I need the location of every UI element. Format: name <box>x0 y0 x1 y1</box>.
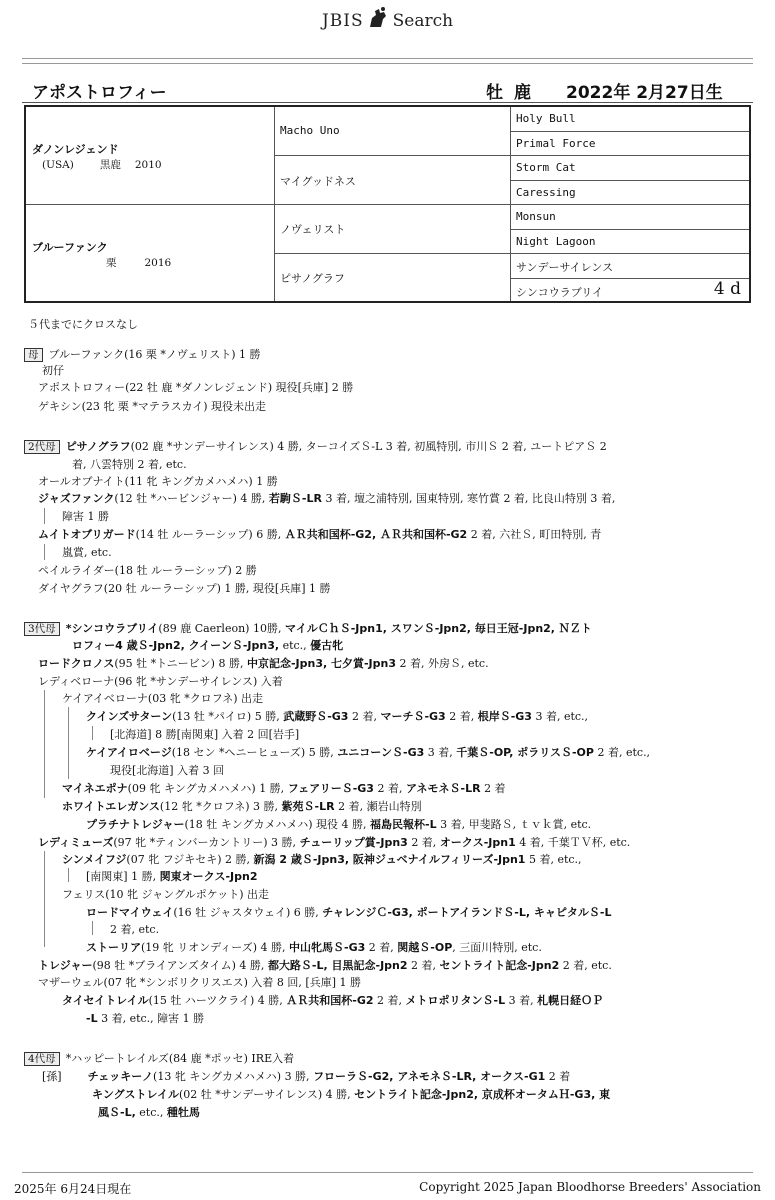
family-number-tag: 4 d <box>713 279 741 299</box>
text-continuation: [南関東] 1 勝, 関東オークス-Jpn2 <box>86 870 258 883</box>
sire-info: (USA) 黒鹿 2010 <box>42 159 162 171</box>
footer-date: 2025年 6月24日現在 <box>14 1182 132 1196</box>
tree-line <box>92 726 93 740</box>
footer-rule <box>22 1172 753 1173</box>
g3-ancestor[interactable]: Primal Force <box>516 137 596 150</box>
second-dam-tag: 2代母 <box>24 440 60 454</box>
horse-birth: 2022年 2月27日生 <box>566 83 723 103</box>
offspring-line[interactable]: ロードマイウェイ(16 牡 ジャスタウェイ) 6 勝, チャレンジＣ-G3, ポートアイランドＳ-L, キャピタルＳ-L <box>86 906 612 919</box>
title-rule <box>22 102 753 103</box>
jbis-search-logo[interactable] <box>0 6 775 31</box>
sire-cell[interactable] <box>32 141 162 172</box>
horse-rider-icon <box>367 6 389 28</box>
offspring-line[interactable]: ペイルライダー(18 牡 ルーラーシップ) 2 勝 <box>38 564 257 577</box>
g3-ancestor[interactable]: サンデーサイレンス <box>516 261 614 274</box>
offspring-line[interactable]: シンメイフジ(07 牝 フジキセキ) 2 勝, 新潟 2 歳Ｓ-Jpn3, 阪神ジュベナイルフィリーズ-Jpn1 5 着, etc., <box>62 853 582 866</box>
text-continuation: ロフィー4 歳Ｓ-Jpn2, クイーンＳ-Jpn3, etc., 優古牝 <box>72 639 344 652</box>
offspring-line[interactable]: ロードクロノス(95 牡 *トニービン) 8 勝, 中京記念-Jpn3, 七夕賞-Jpn3 2 着, 外房Ｓ, etc. <box>38 657 489 670</box>
g3-ancestor[interactable]: Holy Bull <box>516 112 576 125</box>
horse-sex: 牡 <box>486 83 503 103</box>
second-dam-name: ピサノグラフ <box>65 440 131 453</box>
offspring-line[interactable]: ムイトオブリガード(14 牡 ルーラーシップ) 6 勝, ＡＲ共和国杯-G2, ＡＲ共和国杯-G2 2 着, 六社Ｓ, 町田特別, 青 <box>38 528 602 541</box>
fourth-dam-tag: 4代母 <box>24 1052 60 1066</box>
tree-line <box>44 508 45 524</box>
offspring-line[interactable]: ダイヤグラフ(20 牡 ルーラーシップ) 1 勝, 現役[兵庫] 1 勝 <box>38 582 331 595</box>
sire-dam[interactable]: マイグッドネス <box>280 175 356 188</box>
dam-cell[interactable] <box>32 239 171 270</box>
text-continuation: 嵐賞, etc. <box>62 546 112 559</box>
text-continuation: 現役[北海道] 入着 3 回 <box>110 764 225 777</box>
text-continuation: 風Ｓ-L, etc., 種牡馬 <box>98 1106 200 1119</box>
horse-color: 鹿 <box>514 83 531 103</box>
dam-sire[interactable]: ノヴェリスト <box>280 223 346 236</box>
header-rule <box>22 63 753 64</box>
dam-dam[interactable]: ピサノグラフ <box>280 272 345 285</box>
text-continuation: 着, 八雲特別 2 着, etc. <box>72 458 187 471</box>
tree-line <box>44 544 45 560</box>
tree-line <box>44 690 45 798</box>
tree-line <box>68 707 69 779</box>
offspring-line[interactable]: ホワイトエレガンス(12 牝 *クロフネ) 3 勝, 紫苑Ｓ-LR 2 着, 瀬岩山特別 <box>62 800 422 813</box>
tree-line <box>68 868 69 882</box>
dam-tag: 母 <box>24 348 43 362</box>
dam-note: 初仔 <box>42 364 64 377</box>
text-continuation: -L 3 着, etc., 障害 1 勝 <box>86 1012 205 1025</box>
tree-line <box>44 851 45 947</box>
text-continuation: 2 着, etc. <box>110 923 160 936</box>
offspring-line[interactable]: クインズサターン(13 牡 *パイロ) 5 勝, 武蔵野Ｓ-G3 2 着, マーチＳ-G3 2 着, 根岸Ｓ-G3 3 着, etc., <box>86 710 589 723</box>
dam-line: 母 ブルーファンク(16 栗 *ノヴェリスト) 1 勝 <box>24 348 260 362</box>
second-dam-line: 2代母 ピサノグラフ(02 鹿 *サンデーサイレンス) 4 勝, ターコイズＳ-L 3 着, 初風特別, 市川Ｓ 2 着, ユートピアＳ 2 <box>24 440 607 454</box>
offspring-line[interactable]: ストーリア(19 牝 リオンディーズ) 4 勝, 中山牝馬Ｓ-G3 2 着, 関越Ｓ-OP, 三面川特別, etc. <box>86 941 542 954</box>
logo-jbis-text: JBIS <box>321 11 364 31</box>
dam-info: 栗 2016 <box>106 257 172 269</box>
text-continuation: [北海道] 8 勝[南関東] 入着 2 回[岩手] <box>110 728 300 741</box>
offspring-line[interactable]: ケイアイベローナ(03 牝 *クロフネ) 出走 <box>62 692 264 705</box>
offspring-line[interactable]: プラチナトレジャー(18 牡 キングカメハメハ) 現役 4 勝, 福島民報杯-L 3 着, 甲斐路Ｓ, ｔｖｋ賞, etc. <box>86 818 592 831</box>
g3-ancestor[interactable]: Storm Cat <box>516 161 576 174</box>
g3-ancestor[interactable]: Caressing <box>516 186 576 199</box>
offspring-line[interactable]: オールオブナイト(11 牝 キングカメハメハ) 1 勝 <box>38 475 278 488</box>
g3-ancestor[interactable]: シンコウラブリイ <box>516 286 603 299</box>
third-dam-line: 3代母 *シンコウラブリイ(89 鹿 Caerleon) 10勝, マイルＣｈＳ-Jpn1, スワンＳ-Jpn2, 毎日王冠-Jpn2, ＮＺト <box>24 622 592 636</box>
offspring-line[interactable]: レディミューズ(97 牝 *ティンバーカントリー) 3 勝, チューリップ賞-Jpn3 2 着, オークス-Jpn1 4 着, 千葉ＴＶ杯, etc. <box>38 836 631 849</box>
logo-search-text: Search <box>392 11 454 31</box>
fourth-dam-line: 4代母 *ハッピートレイルズ(84 鹿 *ポッセ) IRE入着 <box>24 1052 294 1066</box>
pedigree-table <box>24 105 751 303</box>
offspring-line[interactable]: [孫] チェッキーノ(13 牝 キングカメハメハ) 3 勝, フローラＳ-G2, アネモネＳ-LR, オークス-G1 2 着 <box>42 1070 571 1083</box>
sire-sire[interactable]: Macho Uno <box>280 124 340 137</box>
footer-copyright: Copyright 2025 Japan Bloodhorse Breeders' Association <box>419 1180 761 1194</box>
offspring-line[interactable]: キングストレイル(02 牡 *サンデーサイレンス) 4 勝, セントライト記念-Jpn2, 京成杯オータムＨ-G3, 東 <box>92 1088 611 1101</box>
third-dam-tag: 3代母 <box>24 622 60 636</box>
sire-name[interactable]: ダノンレジェンド <box>32 143 119 156</box>
cross-note: ５代までにクロスなし <box>28 318 138 331</box>
offspring-line[interactable]: レディベローナ(96 牝 *サンデーサイレンス) 入着 <box>38 675 283 688</box>
g3-ancestor[interactable]: Night Lagoon <box>516 235 596 248</box>
header-rule <box>22 58 753 59</box>
offspring-line[interactable]: タイセイトレイル(15 牡 ハーツクライ) 4 勝, ＡＲ共和国杯-G2 2 着, メトロポリタンＳ-L 3 着, 札幌日経ＯＰ <box>62 994 604 1007</box>
offspring-line[interactable]: ジャズファンク(12 牡 *ハービンジャー) 4 勝, 若駒Ｓ-LR 3 着, 壇之浦特別, 国東特別, 寒竹賞 2 着, 比良山特別 3 着, <box>38 492 616 505</box>
offspring-line[interactable]: ケイアイロベージ(18 セン *ヘニーヒューズ) 5 勝, ユニコーンＳ-G3 3 着, 千葉Ｓ-OP, ポラリスＳ-OP 2 着, etc., <box>86 746 651 759</box>
offspring-line[interactable]: マイネエポナ(09 牝 キングカメハメハ) 1 勝, フェアリーＳ-G3 2 着, アネモネＳ-LR 2 着 <box>62 782 506 795</box>
tree-line <box>92 921 93 935</box>
text-continuation: 障害 1 勝 <box>62 510 109 523</box>
dam-name[interactable]: ブルーファンク <box>32 241 108 254</box>
offspring-line[interactable]: マザーウェル(07 牝 *シンボリクリスエス) 入着 8 回, [兵庫] 1 勝 <box>38 976 361 989</box>
offspring-line[interactable]: フェリス(10 牝 ジャングルポケット) 出走 <box>62 888 269 901</box>
offspring-line[interactable]: ゲキシン(23 牝 栗 *マテラスカイ) 現役未出走 <box>38 400 267 413</box>
offspring-line[interactable]: トレジャー(98 牡 *ブライアンズタイム) 4 勝, 都大路Ｓ-L, 目黒記念-Jpn2 2 着, セントライト記念-Jpn2 2 着, etc. <box>38 959 612 972</box>
offspring-line[interactable]: アポストロフィー(22 牡 鹿 *ダノンレジェンド) 現役[兵庫] 2 勝 <box>38 381 354 394</box>
g3-ancestor[interactable]: Monsun <box>516 210 556 223</box>
horse-name: アポストロフィー <box>32 83 167 103</box>
